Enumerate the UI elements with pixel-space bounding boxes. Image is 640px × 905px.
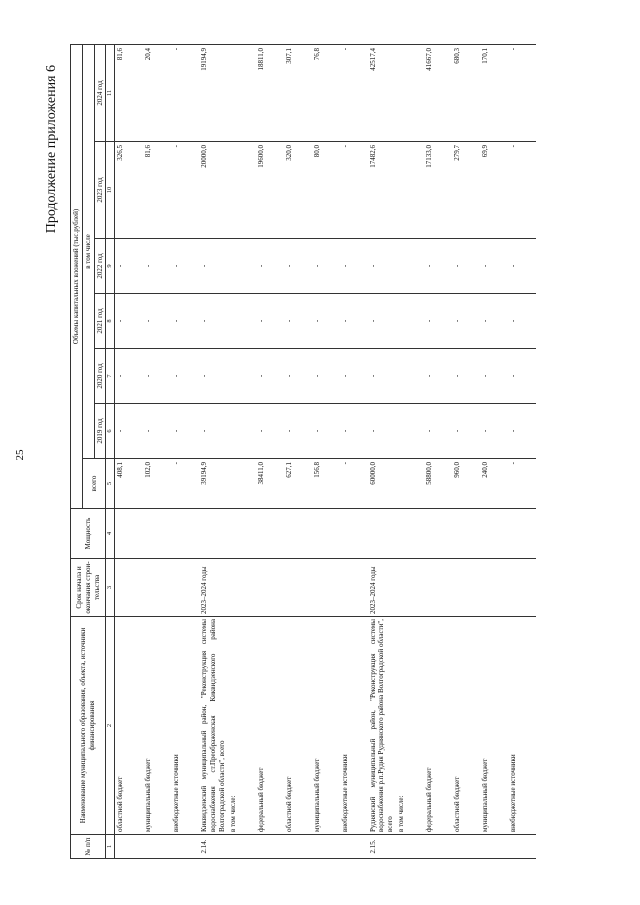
row-value-2019: - — [312, 404, 340, 459]
row-value-2021: - — [256, 294, 284, 349]
row-value-2022 — [228, 239, 256, 294]
row-value-2021: - — [340, 294, 368, 349]
row-total: - — [508, 459, 536, 509]
row-value-2020: - — [480, 349, 508, 404]
page-number: 25 — [14, 449, 26, 461]
row-number — [143, 835, 171, 859]
row-value-2019: - — [452, 404, 480, 459]
row-value-2020: - — [424, 349, 452, 404]
row-value-2022: - — [284, 239, 312, 294]
row-value-2024: 42517,4 — [368, 44, 396, 141]
row-number — [452, 835, 480, 859]
row-value-2020 — [228, 349, 256, 404]
row-value-2019: - — [199, 404, 227, 459]
row-value-2023: - — [340, 142, 368, 239]
table-row — [284, 44, 312, 858]
row-power — [312, 509, 340, 559]
row-value-2020: - — [143, 349, 171, 404]
row-value-2023 — [396, 142, 424, 239]
row-value-2019: - — [424, 404, 452, 459]
row-value-2021 — [228, 294, 256, 349]
row-power — [115, 509, 144, 559]
row-value-2024: - — [340, 44, 368, 141]
row-number — [228, 835, 256, 859]
row-power — [508, 509, 536, 559]
row-value-2023: - — [508, 142, 536, 239]
column-number: 10 — [106, 142, 115, 239]
row-power — [228, 509, 256, 559]
row-term — [508, 559, 536, 617]
column-number: 3 — [106, 559, 115, 617]
row-value-2023: - — [171, 142, 199, 239]
row-value-2020: - — [312, 349, 340, 404]
row-value-2020: - — [171, 349, 199, 404]
row-value-2023: 80,0 — [312, 142, 340, 239]
row-term — [424, 559, 452, 617]
column-number: 9 — [106, 239, 115, 294]
column-number: 4 — [106, 509, 115, 559]
table-row — [340, 44, 368, 858]
row-value-2021: - — [171, 294, 199, 349]
header-number: № п/п — [71, 835, 106, 859]
row-value-2021: - — [508, 294, 536, 349]
row-total: - — [171, 459, 199, 509]
row-term — [284, 559, 312, 617]
header-power: Мощность — [71, 509, 106, 559]
row-power — [340, 509, 368, 559]
column-number: 11 — [106, 44, 115, 141]
table-row — [452, 44, 480, 858]
table-row — [424, 44, 452, 858]
row-power — [284, 509, 312, 559]
row-value-2019: - — [368, 404, 396, 459]
row-value-2021: - — [312, 294, 340, 349]
column-number: 6 — [106, 404, 115, 459]
table-row — [480, 44, 508, 858]
row-value-2021: - — [143, 294, 171, 349]
row-power — [480, 509, 508, 559]
row-total: 58800,0 — [424, 459, 452, 509]
row-number: 2.15. — [368, 835, 396, 859]
row-name: федеральный бюджет — [256, 617, 284, 835]
column-number: 5 — [106, 459, 115, 509]
header-volume: Объемы капитальных вложений (тыс.рублей) — [71, 44, 83, 508]
table-row — [115, 44, 144, 858]
header-name: Наименование муниципального образования, объекта, источники финансирования — [71, 617, 106, 835]
row-name: Руднянский муниципальный район, "Реконструкция системы водоснабжения р.п.Рудня Руднянского района Волгоградской области", всего — [368, 617, 396, 835]
row-value-2019: - — [508, 404, 536, 459]
row-total: 102,0 — [143, 459, 171, 509]
row-value-2023: 279,7 — [452, 142, 480, 239]
row-name: внебюджетные источники — [508, 617, 536, 835]
row-value-2021: - — [199, 294, 227, 349]
row-value-2023: 81,6 — [143, 142, 171, 239]
row-term — [480, 559, 508, 617]
row-value-2022 — [396, 239, 424, 294]
table-body — [115, 44, 536, 858]
row-total: 408,1 — [115, 459, 144, 509]
row-value-2022: - — [312, 239, 340, 294]
row-total: 60000,0 — [368, 459, 396, 509]
row-value-2023: 17133,0 — [424, 142, 452, 239]
row-number — [115, 835, 144, 859]
row-name: областной бюджет — [452, 617, 480, 835]
row-value-2021 — [396, 294, 424, 349]
header-year: 2020 год — [94, 349, 106, 404]
row-total: 156,8 — [312, 459, 340, 509]
row-value-2023: 69,9 — [480, 142, 508, 239]
row-total — [396, 459, 424, 509]
row-name: в том числе: — [228, 617, 256, 835]
row-value-2022: - — [480, 239, 508, 294]
row-total — [228, 459, 256, 509]
row-value-2024: 680,3 — [452, 44, 480, 141]
row-value-2024: 19194,9 — [199, 44, 227, 141]
row-value-2024: 20,4 — [143, 44, 171, 141]
row-number — [171, 835, 199, 859]
row-value-2024 — [396, 44, 424, 141]
row-name: Киквидзенский муниципальный район, "Реконструкция системы водоснабжения ст.Преображенская Киквидзенского района Волгоградской области", всего — [199, 617, 227, 835]
row-value-2024: 18811,0 — [256, 44, 284, 141]
header-year: 2019 год — [94, 404, 106, 459]
row-power — [256, 509, 284, 559]
row-number — [312, 835, 340, 859]
row-total: 960,0 — [452, 459, 480, 509]
row-value-2019 — [228, 404, 256, 459]
row-number — [508, 835, 536, 859]
row-number — [256, 835, 284, 859]
row-term — [452, 559, 480, 617]
row-value-2022: - — [508, 239, 536, 294]
row-name: муниципальный бюджет — [312, 617, 340, 835]
row-term: 2023–2024 годы — [199, 559, 227, 617]
table-row — [508, 44, 536, 858]
row-value-2023: 17482,6 — [368, 142, 396, 239]
row-value-2020: - — [452, 349, 480, 404]
row-term: 2023–2024 годы — [368, 559, 396, 617]
header-year: 2021 год — [94, 294, 106, 349]
row-value-2019: - — [284, 404, 312, 459]
row-value-2019: - — [115, 404, 144, 459]
row-value-2019: - — [480, 404, 508, 459]
table-row — [312, 44, 340, 858]
row-value-2022: - — [199, 239, 227, 294]
row-value-2021: - — [480, 294, 508, 349]
row-value-2024: - — [508, 44, 536, 141]
row-value-2020 — [396, 349, 424, 404]
row-number — [424, 835, 452, 859]
table-row — [396, 44, 424, 858]
row-value-2019 — [396, 404, 424, 459]
row-name: внебюджетные источники — [171, 617, 199, 835]
row-value-2022: - — [256, 239, 284, 294]
row-value-2020: - — [340, 349, 368, 404]
table-row — [368, 44, 396, 858]
row-total: - — [340, 459, 368, 509]
row-value-2022: - — [368, 239, 396, 294]
row-power — [452, 509, 480, 559]
row-value-2022: - — [340, 239, 368, 294]
header-year: 2023 год — [94, 142, 106, 239]
row-value-2024: 307,1 — [284, 44, 312, 141]
row-name: внебюджетные источники — [340, 617, 368, 835]
row-term — [228, 559, 256, 617]
row-number — [340, 835, 368, 859]
column-number: 2 — [106, 617, 115, 835]
table-row — [171, 44, 199, 858]
row-value-2022: - — [171, 239, 199, 294]
row-value-2024: 76,8 — [312, 44, 340, 141]
row-name: областной бюджет — [115, 617, 144, 835]
row-total: 240,0 — [480, 459, 508, 509]
table-row — [199, 44, 227, 858]
row-power — [143, 509, 171, 559]
header-including: в том числе — [82, 44, 94, 458]
row-value-2024: 41667,0 — [424, 44, 452, 141]
row-power — [396, 509, 424, 559]
row-value-2023 — [228, 142, 256, 239]
row-term — [396, 559, 424, 617]
appendix-caption: Продолжение приложения 6 — [44, 65, 59, 234]
row-value-2021: - — [424, 294, 452, 349]
row-term — [115, 559, 144, 617]
row-total: 39194,9 — [199, 459, 227, 509]
header-total: всего — [82, 459, 106, 509]
row-term — [143, 559, 171, 617]
capital-investments-table — [70, 44, 536, 859]
row-power — [368, 509, 396, 559]
table-row — [256, 44, 284, 858]
row-name: федеральный бюджет — [424, 617, 452, 835]
row-value-2023: 320,0 — [284, 142, 312, 239]
row-power — [199, 509, 227, 559]
row-value-2023: 20000,0 — [199, 142, 227, 239]
row-value-2021: - — [368, 294, 396, 349]
row-name: в том числе: — [396, 617, 424, 835]
row-value-2019: - — [143, 404, 171, 459]
table-row — [143, 44, 171, 858]
row-number — [396, 835, 424, 859]
row-power — [171, 509, 199, 559]
row-value-2023: 19600,0 — [256, 142, 284, 239]
row-value-2024: - — [171, 44, 199, 141]
row-total: 627,1 — [284, 459, 312, 509]
row-value-2021: - — [452, 294, 480, 349]
header-year: 2024 год — [94, 44, 106, 141]
row-value-2020: - — [284, 349, 312, 404]
row-name: областной бюджет — [284, 617, 312, 835]
row-term — [256, 559, 284, 617]
row-term — [340, 559, 368, 617]
row-value-2021: - — [284, 294, 312, 349]
row-value-2024: 81,6 — [115, 44, 144, 141]
table-row — [228, 44, 256, 858]
column-number: 1 — [106, 835, 115, 859]
row-name: муниципальный бюджет — [480, 617, 508, 835]
row-value-2022: - — [143, 239, 171, 294]
row-value-2020: - — [115, 349, 144, 404]
row-term — [171, 559, 199, 617]
row-name: муниципальный бюджет — [143, 617, 171, 835]
row-power — [424, 509, 452, 559]
row-value-2021: - — [115, 294, 144, 349]
row-term — [312, 559, 340, 617]
row-number — [284, 835, 312, 859]
row-value-2024: 170,1 — [480, 44, 508, 141]
row-value-2024 — [228, 44, 256, 141]
row-value-2022: - — [452, 239, 480, 294]
row-number — [480, 835, 508, 859]
row-total: 38411,0 — [256, 459, 284, 509]
row-value-2020: - — [368, 349, 396, 404]
row-value-2020: - — [508, 349, 536, 404]
row-value-2019: - — [171, 404, 199, 459]
row-value-2019: - — [256, 404, 284, 459]
row-value-2020: - — [256, 349, 284, 404]
row-value-2019: - — [340, 404, 368, 459]
row-value-2022: - — [424, 239, 452, 294]
row-value-2020: - — [199, 349, 227, 404]
column-number: 7 — [106, 349, 115, 404]
row-value-2022: - — [115, 239, 144, 294]
row-value-2023: 326,5 — [115, 142, 144, 239]
header-term: Срок начала и окончания строи-тельства — [71, 559, 106, 617]
column-number: 8 — [106, 294, 115, 349]
row-number: 2.14. — [199, 835, 227, 859]
header-year: 2022 год — [94, 239, 106, 294]
